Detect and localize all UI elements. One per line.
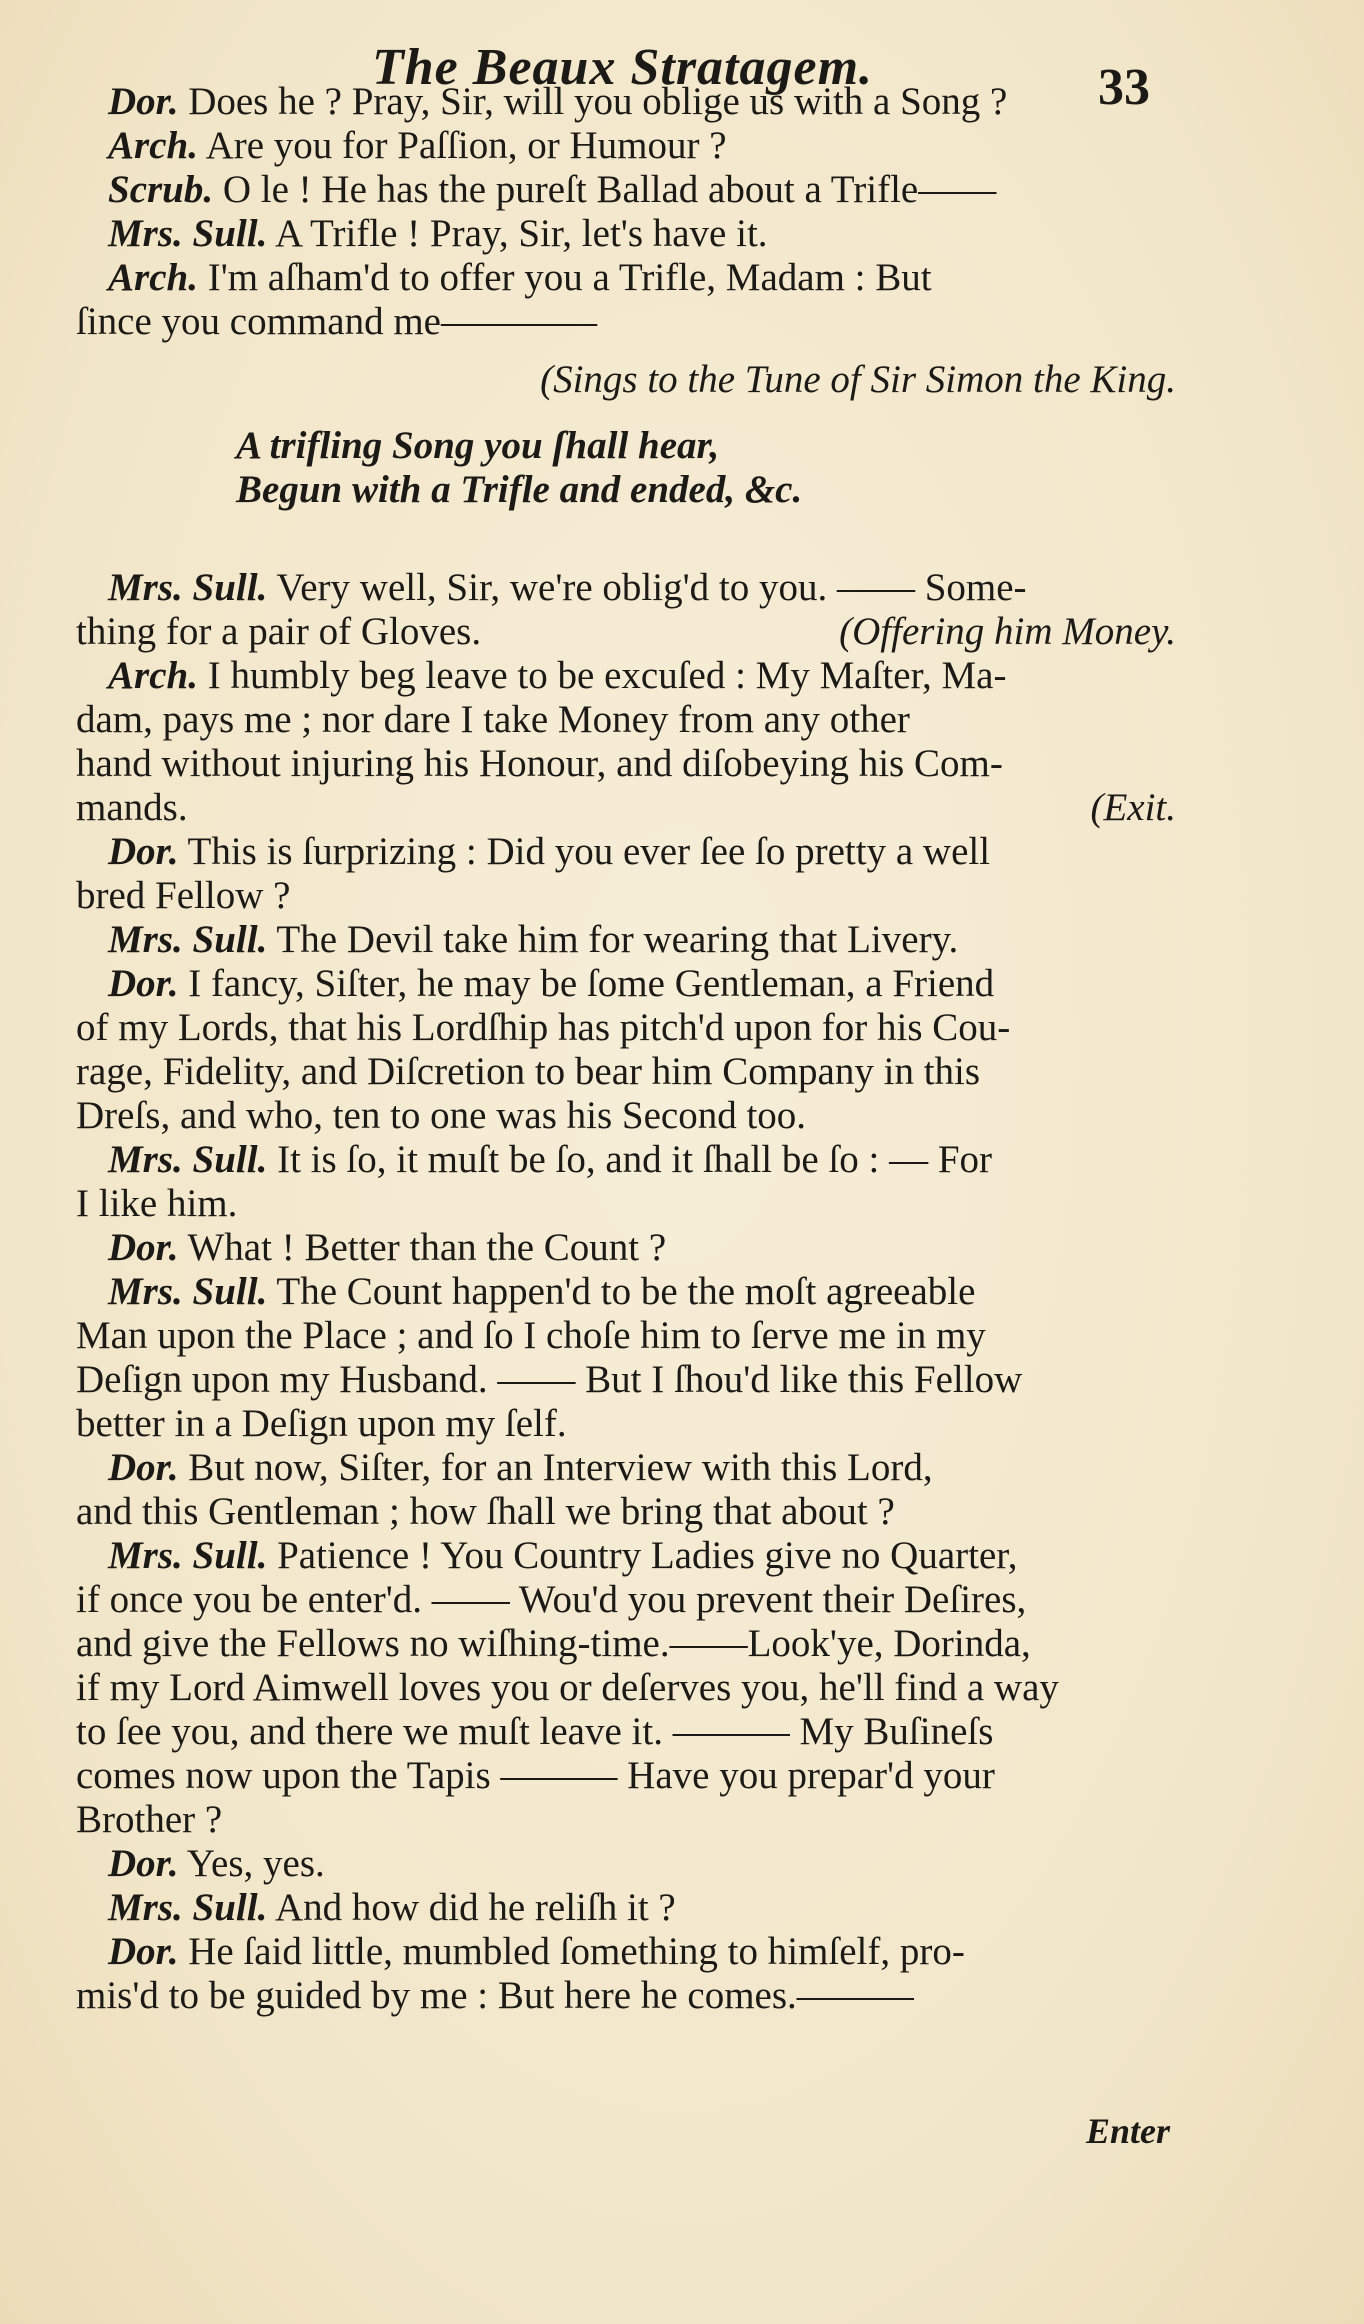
speaker-name: Arch. (108, 124, 198, 167)
text-line (76, 1974, 1176, 2018)
line-text: rage, Fidelity, and Diſcretion to bear him Company in this (76, 1050, 981, 1093)
catchword: Enter (1086, 2111, 1171, 2151)
text-line (108, 566, 1208, 610)
line-text: This is ſurprizing : Did you ever ſee ſo pretty a well (187, 830, 991, 873)
stage-direction: (Exit. (1090, 786, 1176, 829)
speaker-name: Mrs. Sull. (108, 212, 268, 255)
line-text: He ſaid little, mumbled ſomething to himſelf, pro- (188, 1930, 965, 1973)
text-line (108, 962, 1208, 1006)
line-text: if my Lord Aimwell loves you or deſerves you, he'll find a way (76, 1666, 1059, 1709)
text-line (236, 424, 1336, 468)
line-text: if once you be enter'd. —— Wou'd you prevent their Deſires, (76, 1578, 1027, 1621)
line-text: mis'd to be guided by me : But here he comes.——— (76, 1974, 914, 2017)
line-text: and this Gentleman ; how ſhall we bring that about ? (76, 1490, 895, 1533)
text-line (108, 1138, 1208, 1182)
line-text: Man upon the Place ; and ſo I choſe him to ſerve me in my (76, 1314, 986, 1357)
stage-direction: (Sings to the Tune of Sir Simon the King. (540, 358, 1176, 401)
speaker-name: Dor. (108, 830, 179, 873)
speaker-name: Mrs. Sull. (108, 1138, 268, 1181)
speaker-name: Dor. (108, 1226, 179, 1269)
text-line (76, 1094, 1176, 1138)
line-text: What ! Better than the Count ? (187, 1226, 667, 1269)
text-line (108, 1886, 1208, 1930)
text-line (76, 742, 1176, 786)
running-title: The Beaux Stratagem. (372, 39, 874, 96)
line-text: I like him. (76, 1182, 238, 1225)
line-text: The Count happen'd to be the moſt agreeable (276, 1270, 976, 1313)
speaker-name: Dor. (108, 80, 179, 123)
text-line (76, 1622, 1176, 1666)
speaker-name: Dor. (108, 1930, 179, 1973)
text-line (76, 1490, 1176, 1534)
text-line (108, 1842, 1208, 1886)
text-line (76, 698, 1176, 742)
text-line (76, 1314, 1176, 1358)
text-line (108, 1226, 1208, 1270)
text-line (76, 1006, 1176, 1050)
line-text: Are you for Paſſion, or Humour ? (205, 124, 727, 167)
text-line (108, 212, 1208, 256)
line-text: and give the Fellows no wiſhing-time.——Look'ye, Dorinda, (76, 1622, 1031, 1665)
text-line (108, 80, 1208, 124)
line-text: A trifling Song you ſhall hear, (236, 424, 720, 467)
speaker-name: Dor. (108, 962, 179, 1005)
line-text: thing for a pair of Gloves. (76, 610, 482, 653)
speaker-name: Mrs. Sull. (108, 1270, 268, 1313)
text-line (76, 358, 1176, 402)
line-text: Brother ? (76, 1798, 223, 1841)
line-text: bred Fellow ? (76, 874, 291, 917)
line-text: Deſign upon my Husband. —— But I ſhou'd like this Fellow (76, 1358, 1023, 1401)
text-line (76, 786, 1176, 830)
speaker-name: Dor. (108, 1446, 179, 1489)
text-line (76, 1710, 1176, 1754)
text-line (76, 1402, 1176, 1446)
text-line (76, 1050, 1176, 1094)
line-text: comes now upon the Tapis ——— Have you prepar'd your (76, 1754, 995, 1797)
line-text: Does he ? Pray, Sir, will you oblige us with a Song ? (188, 80, 1008, 123)
page-number: 33 (1098, 59, 1150, 116)
speaker-name: Mrs. Sull. (108, 566, 268, 609)
text-line (108, 1534, 1208, 1578)
line-text: Yes, yes. (186, 1842, 325, 1885)
line-text: I humbly beg leave to be excuſed : My Maſter, Ma- (207, 654, 1007, 697)
text-line (76, 610, 1176, 654)
text-line (108, 256, 1208, 300)
text-line (108, 168, 1208, 212)
speaker-name: Mrs. Sull. (108, 918, 268, 961)
text-line (76, 1578, 1176, 1622)
line-text: Very well, Sir, we're oblig'd to you. —— Some- (276, 566, 1027, 609)
text-line (108, 654, 1208, 698)
text-line (76, 1666, 1176, 1710)
text-line (108, 1446, 1208, 1490)
speaker-name: Arch. (108, 256, 198, 299)
speaker-name: Arch. (108, 654, 198, 697)
text-line (108, 1270, 1208, 1314)
speaker-name: Mrs. Sull. (108, 1886, 268, 1929)
text-line (76, 1358, 1176, 1402)
text-line (76, 300, 1176, 344)
line-text: It is ſo, it muſt be ſo, and it ſhall be ſo : — For (277, 1138, 993, 1181)
line-text: A Trifle ! Pray, Sir, let's have it. (274, 212, 768, 255)
line-text: Dreſs, and who, ten to one was his Second too. (76, 1094, 807, 1137)
line-text: I'm aſham'd to offer you a Trifle, Madam : But (207, 256, 932, 299)
text-line (76, 874, 1176, 918)
text-line (76, 1754, 1176, 1798)
line-text: And how did he reliſh it ? (274, 1886, 676, 1929)
text-line (76, 1182, 1176, 1226)
line-text: better in a Deſign upon my ſelf. (76, 1402, 567, 1445)
line-text: hand without injuring his Honour, and diſobeying his Com- (76, 742, 1003, 785)
line-text: dam, pays me ; nor dare I take Money from any other (76, 698, 910, 741)
stage-direction: (Offering him Money. (839, 610, 1176, 653)
line-text: I fancy, Siſter, he may be ſome Gentleman, a Friend (188, 962, 995, 1005)
text-line (108, 1930, 1208, 1974)
line-text: The Devil take him for wearing that Livery. (276, 918, 959, 961)
line-text: Patience ! You Country Ladies give no Quarter, (277, 1534, 1018, 1577)
text-line (108, 918, 1208, 962)
line-text: O le ! He has the pureſt Ballad about a Trifle—— (222, 168, 997, 211)
text-line (108, 830, 1208, 874)
line-text: But now, Siſter, for an Interview with this Lord, (188, 1446, 933, 1489)
line-text: of my Lords, that his Lordſhip has pitch'd upon for his Cou- (76, 1006, 1011, 1049)
text-line (236, 468, 1336, 512)
speaker-name: Mrs. Sull. (108, 1534, 268, 1577)
speaker-name: Dor. (108, 1842, 179, 1885)
speaker-name: Scrub. (108, 168, 214, 211)
text-line (76, 1798, 1176, 1842)
line-text: to ſee you, and there we muſt leave it. ——— My Buſineſs (76, 1710, 994, 1753)
text-line (108, 124, 1208, 168)
line-text: ſince you command me———— (76, 300, 597, 343)
line-text: mands. (76, 786, 188, 829)
line-text: Begun with a Trifle and ended, &c. (236, 468, 803, 511)
